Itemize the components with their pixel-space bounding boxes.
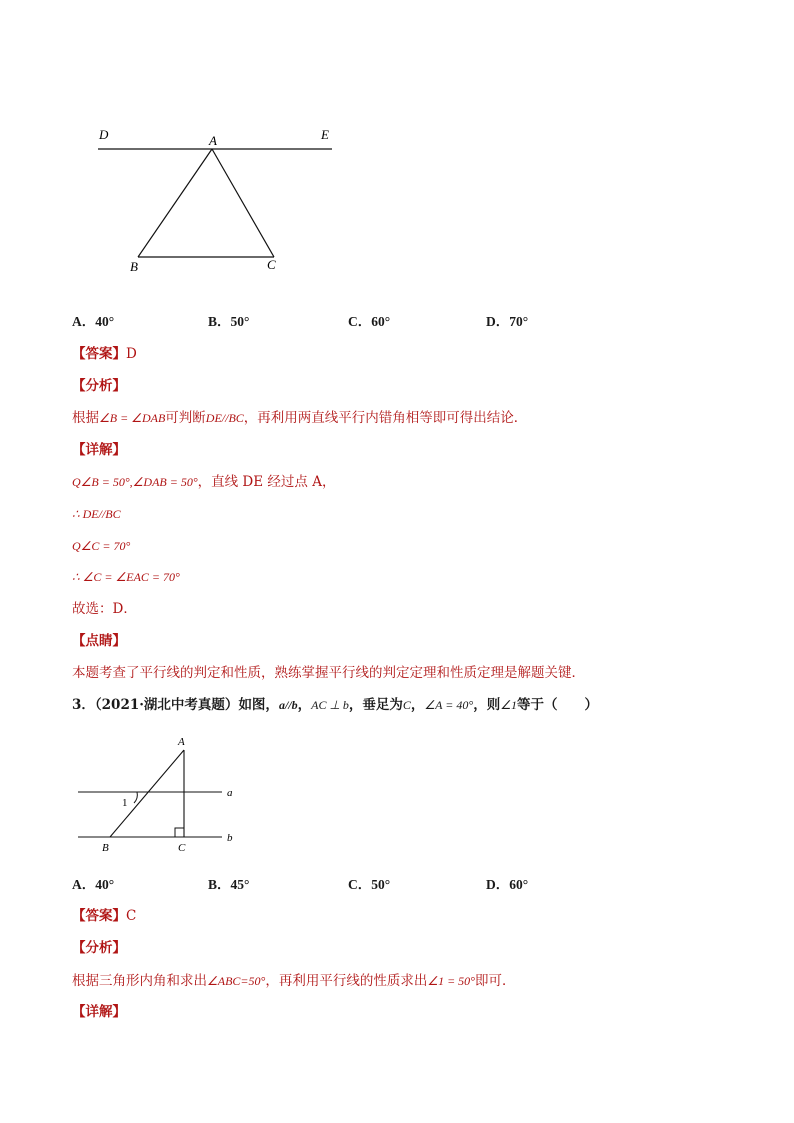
q2-answer-line — [72, 345, 137, 363]
q2-step1-math: Q∠B = 50°,∠DAB = 50° — [72, 475, 198, 489]
label-a: A — [209, 133, 217, 148]
figure-parallel-lines — [70, 730, 260, 860]
label-e: E — [321, 127, 329, 142]
q3-answer-value: C — [126, 908, 137, 924]
q3-stem-math3: ∠1 — [500, 698, 517, 712]
q3-detail-tag: 【详解】 — [72, 1004, 126, 1020]
q2-analysis-tag: 【分析】 — [72, 378, 126, 394]
label-c: C — [267, 257, 276, 272]
q2-step2: ∴ DE//BC — [72, 507, 121, 521]
q2-analysis-part2: 可判断 — [165, 410, 206, 426]
q2-step3: Q∠C = 70° — [72, 539, 131, 553]
label-angle-1: 1 — [122, 797, 128, 809]
q2-analysis-tag-line — [72, 377, 126, 395]
q3-analysis-part1: 根据三角形内角和求出 — [72, 973, 207, 989]
label-b-point: B — [102, 842, 109, 854]
q2-answer-tag: 【答案】 — [72, 346, 126, 362]
q3-analysis-part3: 即可． — [474, 973, 516, 989]
q3-option-b[interactable]: B．45° — [208, 877, 250, 892]
q3-stem-math2: ∠A = 40° — [424, 698, 474, 712]
q2-step1 — [72, 473, 335, 491]
q3-analysis-part2: ，再利用平行线的性质求出 — [265, 973, 428, 989]
q3-option-c[interactable]: C．50° — [348, 877, 391, 892]
q2-comment-text: 本题考查了平行线的判定和性质，熟练掌握平行线的判定定理和性质定理是解题关键． — [72, 665, 585, 681]
q3-stem-part4: ， — [410, 697, 425, 713]
label-c-point: C — [178, 842, 186, 854]
side-ab — [138, 149, 212, 257]
q3-analysis-text — [72, 972, 515, 990]
q2-analysis-part3: ，再利用两直线平行内错角相等即可得出结论． — [243, 410, 528, 426]
segment-ab — [110, 750, 184, 837]
q2-comment-tag-line — [72, 632, 126, 650]
label-b: B — [130, 259, 138, 274]
q3-stem-math1: AC ⊥ b — [311, 698, 349, 712]
q3-analysis-math2: ∠1 = 50° — [427, 974, 475, 988]
q3-detail-tag-line — [72, 1003, 126, 1021]
label-line-b: b — [227, 832, 233, 844]
q3-source: （2021·湖北中考真题） — [94, 697, 239, 713]
q3-stem-part5: ，则 — [473, 697, 501, 713]
q2-detail-tag-line — [72, 441, 126, 459]
q2-option-d[interactable]: D．70° — [486, 314, 529, 329]
label-a-point: A — [178, 736, 185, 748]
side-ac — [212, 149, 274, 257]
q3-answer-line — [72, 907, 136, 925]
q3-option-d[interactable]: D．60° — [486, 877, 529, 892]
q3-stem — [72, 696, 598, 714]
q3-analysis-tag: 【分析】 — [72, 940, 126, 956]
q3-option-a[interactable]: A．40° — [72, 877, 115, 892]
q3-stem-part3: ，垂足为 — [348, 697, 403, 713]
q2-analysis-math1: ∠B = ∠DAB — [99, 411, 166, 425]
q3-answer-tag: 【答案】 — [72, 908, 126, 924]
q2-answer-value: D — [126, 346, 137, 362]
q3-number: 3． — [72, 697, 95, 713]
figure-triangle-de — [90, 120, 350, 280]
q3-stem-c: C — [402, 698, 411, 712]
q3-analysis-math1: ∠ABC=50° — [207, 974, 266, 988]
q3-stem-ab: a//b — [278, 698, 298, 712]
q2-analysis-text — [72, 409, 527, 427]
q2-choice: 故选：D． — [72, 601, 137, 617]
q3-stem-part2: ， — [297, 697, 312, 713]
q2-option-b[interactable]: B．50° — [208, 314, 250, 329]
q2-detail-tag: 【详解】 — [72, 442, 126, 458]
q2-analysis-math2: DE//BC — [205, 411, 244, 425]
q3-stem-part1: 如图， — [238, 697, 279, 713]
label-d: D — [99, 127, 109, 142]
q2-option-c[interactable]: C．60° — [348, 314, 391, 329]
q3-analysis-tag-line — [72, 939, 126, 957]
q3-stem-part6: 等于（ ） — [516, 697, 598, 713]
q2-step1-text: ，直线 DE 经过点 A， — [197, 474, 336, 490]
q2-option-a[interactable]: A．40° — [72, 314, 115, 329]
angle-1-arc — [134, 792, 137, 803]
label-line-a: a — [227, 787, 233, 799]
right-angle-mark — [175, 828, 184, 837]
q2-comment-tag: 【点睛】 — [72, 633, 126, 649]
q2-analysis-part1: 根据 — [72, 410, 99, 426]
q2-step4: ∴ ∠C = ∠EAC = 70° — [72, 570, 180, 584]
